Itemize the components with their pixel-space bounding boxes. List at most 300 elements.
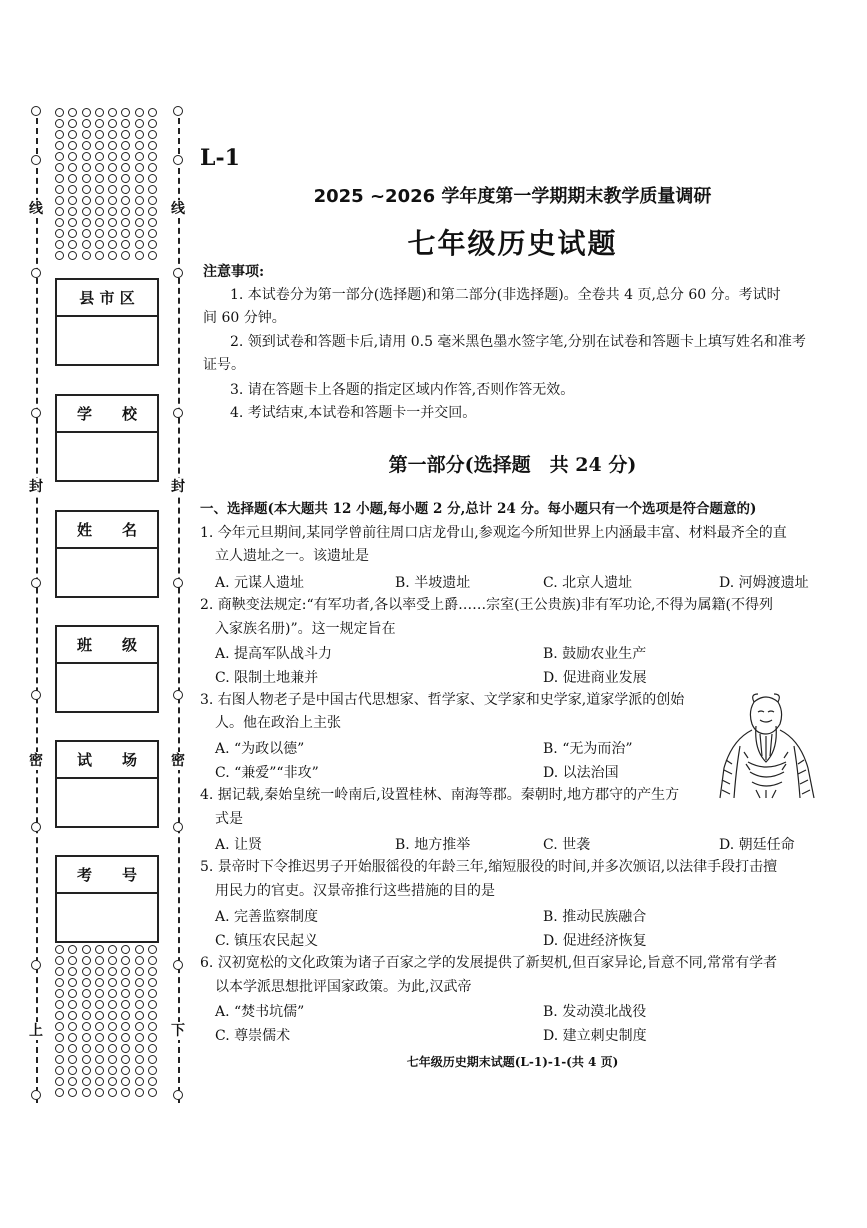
decorative-dot (82, 251, 91, 260)
decorative-dot (82, 989, 91, 998)
q6-option-c[interactable]: C. 尊崇儒术 (215, 1028, 291, 1044)
q2-option-d[interactable]: D. 促进商业发展 (543, 670, 647, 686)
decorative-dot (68, 108, 77, 117)
question-4-stem: 式是 (215, 811, 243, 827)
decorative-dot-pattern-bottom (55, 945, 159, 1097)
decorative-dot (55, 130, 64, 139)
decorative-dot (68, 1088, 77, 1097)
decorative-dot (55, 1033, 64, 1042)
decorative-dot (95, 251, 104, 260)
q2-option-c[interactable]: C. 限制土地兼并 (215, 670, 319, 686)
decorative-dot (108, 956, 117, 965)
field-school[interactable] (55, 394, 159, 482)
decorative-dot (135, 185, 144, 194)
section-title: 第一部分(选择题 共 24 分) (388, 454, 637, 476)
binding-hole (173, 268, 183, 278)
decorative-dot (121, 1055, 130, 1064)
subject-title: 七年级历史试题 (407, 227, 618, 260)
decorative-dot (95, 1077, 104, 1086)
decorative-dot (148, 967, 157, 976)
decorative-dot (82, 945, 91, 954)
decorative-dot (135, 945, 144, 954)
decorative-dot (148, 1000, 157, 1009)
decorative-dot (68, 229, 77, 238)
decorative-dot (82, 240, 91, 249)
decorative-dot (148, 130, 157, 139)
decorative-dot (82, 218, 91, 227)
decorative-dot (121, 978, 130, 987)
decorative-dot (108, 1055, 117, 1064)
decorative-dot (68, 1033, 77, 1042)
field-exam-number-label: 考 号 (57, 857, 157, 894)
decorative-dot (55, 218, 64, 227)
decorative-dot (135, 989, 144, 998)
decorative-dot (95, 108, 104, 117)
field-class[interactable] (55, 625, 159, 713)
decorative-dot (148, 185, 157, 194)
decorative-dot (82, 207, 91, 216)
laozi-portrait-image (710, 690, 822, 800)
decorative-dot (68, 1077, 77, 1086)
decorative-dot (108, 152, 117, 161)
decorative-dot (95, 1022, 104, 1031)
decorative-dot (82, 956, 91, 965)
decorative-dot (148, 1066, 157, 1075)
decorative-dot (148, 196, 157, 205)
decorative-dot (121, 174, 130, 183)
question-1-stem: 立人遗址之一。该遗址是 (215, 548, 369, 564)
decorative-dot (121, 229, 130, 238)
decorative-dot (55, 1011, 64, 1020)
decorative-dot (95, 196, 104, 205)
binding-hole (31, 155, 41, 165)
cut-mark-xian: 线 (29, 201, 43, 217)
decorative-dot (82, 1022, 91, 1031)
decorative-dot (108, 218, 117, 227)
q4-option-d[interactable]: D. 朝廷任命 (719, 837, 795, 853)
decorative-dot (55, 251, 64, 260)
decorative-dot (121, 141, 130, 150)
decorative-dot (121, 119, 130, 128)
decorative-dot (95, 978, 104, 987)
decorative-dot (95, 989, 104, 998)
decorative-dot (68, 130, 77, 139)
decorative-dot (82, 108, 91, 117)
decorative-dot (82, 185, 91, 194)
decorative-dot (121, 967, 130, 976)
decorative-dot (121, 956, 130, 965)
decorative-dot (108, 1066, 117, 1075)
decorative-dot (55, 108, 64, 117)
decorative-dot (95, 185, 104, 194)
decorative-dot (82, 130, 91, 139)
binding-hole (173, 578, 183, 588)
notice-item: 3. 请在答题卡上各题的指定区域内作答,否则作答无效。 (230, 382, 575, 398)
notice-item: 间 60 分钟。 (203, 310, 286, 326)
paper-code: L-1 (200, 145, 240, 171)
decorative-dot (135, 1011, 144, 1020)
decorative-dot (148, 251, 157, 260)
decorative-dot (68, 967, 77, 976)
decorative-dot (135, 1044, 144, 1053)
decorative-dot (68, 141, 77, 150)
decorative-dot (135, 119, 144, 128)
question-1-stem: 1. 今年元旦期间,某同学曾前往周口店龙骨山,参观迄今所知世界上内涵最丰富、材料最齐全的直 (200, 525, 787, 541)
decorative-dot (55, 1022, 64, 1031)
field-county[interactable] (55, 278, 159, 366)
decorative-dot (95, 1088, 104, 1097)
decorative-dot (121, 152, 130, 161)
page-footer: 七年级历史期末试题(L-1)-1-(共 4 页) (406, 1055, 619, 1069)
decorative-dot (95, 207, 104, 216)
binding-hole (173, 960, 183, 970)
question-5-stem: 用民力的官吏。汉景帝推行这些措施的目的是 (215, 883, 495, 899)
decorative-dot (108, 967, 117, 976)
field-county-label: 县 市 区 (57, 280, 157, 317)
decorative-dot (135, 1088, 144, 1097)
decorative-dot (68, 207, 77, 216)
q4-option-b[interactable]: B. 地方推举 (395, 837, 471, 853)
decorative-dot (108, 978, 117, 987)
decorative-dot (135, 141, 144, 150)
q6-option-a[interactable]: A. “焚书坑儒” (215, 1004, 305, 1020)
decorative-dot (148, 1055, 157, 1064)
field-exam-room-label: 试 场 (57, 742, 157, 779)
binding-hole (31, 578, 41, 588)
section-instruction: 一、选择题(本大题共 12 小题,每小题 2 分,总计 24 分。每小题只有一个选项是符合题意的) (200, 501, 757, 517)
decorative-dot (148, 1044, 157, 1053)
decorative-dot (95, 163, 104, 172)
decorative-dot (95, 1000, 104, 1009)
q4-option-c[interactable]: C. 世袭 (543, 837, 591, 853)
decorative-dot (68, 1044, 77, 1053)
q6-option-b[interactable]: B. 发动漠北战役 (543, 1004, 647, 1020)
decorative-dot (121, 163, 130, 172)
field-name-label: 姓 名 (57, 512, 157, 549)
decorative-dot (121, 1022, 130, 1031)
decorative-dot (55, 207, 64, 216)
decorative-dot (55, 1055, 64, 1064)
q1-option-a[interactable]: A. 元谋人遗址 (215, 575, 305, 591)
decorative-dot (108, 185, 117, 194)
decorative-dot (55, 978, 64, 987)
decorative-dot (108, 196, 117, 205)
cut-mark-xian: 线 (171, 201, 185, 217)
cut-line-outer (36, 108, 38, 1103)
decorative-dot (55, 141, 64, 150)
binding-hole (31, 268, 41, 278)
decorative-dot (148, 240, 157, 249)
decorative-dot (148, 1077, 157, 1086)
decorative-dot (121, 207, 130, 216)
decorative-dot (82, 978, 91, 987)
decorative-dot (68, 218, 77, 227)
decorative-dot (135, 1022, 144, 1031)
notice-item: 证号。 (203, 357, 245, 373)
decorative-dot (148, 174, 157, 183)
decorative-dot (55, 1000, 64, 1009)
q3-option-c[interactable]: C. “兼爱”“非攻” (215, 765, 319, 781)
decorative-dot (108, 1033, 117, 1042)
q1-option-b[interactable]: B. 半坡遗址 (395, 575, 471, 591)
decorative-dot (82, 141, 91, 150)
decorative-dot (108, 141, 117, 150)
question-3-stem: 人。他在政治上主张 (215, 715, 341, 731)
decorative-dot (121, 108, 130, 117)
decorative-dot (82, 229, 91, 238)
decorative-dot (135, 251, 144, 260)
decorative-dot (55, 196, 64, 205)
decorative-dot (121, 1011, 130, 1020)
decorative-dot (108, 108, 117, 117)
decorative-dot (95, 130, 104, 139)
decorative-dot (55, 163, 64, 172)
decorative-dot (148, 108, 157, 117)
decorative-dot (148, 978, 157, 987)
cut-mark-feng: 封 (171, 479, 185, 495)
decorative-dot (135, 218, 144, 227)
binding-margin (0, 0, 190, 1228)
decorative-dot (68, 1066, 77, 1075)
q4-option-a[interactable]: A. 让贤 (215, 837, 263, 853)
q2-option-b[interactable]: B. 鼓励农业生产 (543, 646, 647, 662)
decorative-dot (135, 108, 144, 117)
decorative-dot (121, 1088, 130, 1097)
decorative-dot (55, 119, 64, 128)
decorative-dot-pattern-top (55, 108, 159, 260)
notice-item: 4. 考试结束,本试卷和答题卡一并交回。 (230, 405, 477, 421)
decorative-dot (82, 152, 91, 161)
decorative-dot (108, 229, 117, 238)
cut-line-inner (178, 108, 180, 1103)
decorative-dot (108, 240, 117, 249)
decorative-dot (121, 185, 130, 194)
decorative-dot (82, 967, 91, 976)
field-exam-room[interactable] (55, 740, 159, 828)
decorative-dot (55, 240, 64, 249)
decorative-dot (55, 152, 64, 161)
q1-option-d[interactable]: D. 河姆渡遗址 (719, 575, 809, 591)
decorative-dot (108, 1011, 117, 1020)
decorative-dot (108, 945, 117, 954)
notice-heading: 注意事项: (203, 264, 265, 280)
question-6-stem: 以本学派思想批评国家政策。为此,汉武帝 (215, 979, 472, 995)
binding-hole (173, 822, 183, 832)
question-5-stem: 5. 景帝时下令推迟男子开始服徭役的年龄三年,缩短服役的时间,并多次颁诏,以法律手段打击擅 (200, 859, 778, 875)
decorative-dot (108, 207, 117, 216)
decorative-dot (148, 989, 157, 998)
decorative-dot (95, 1011, 104, 1020)
q3-option-d[interactable]: D. 以法治国 (543, 765, 619, 781)
decorative-dot (135, 967, 144, 976)
decorative-dot (68, 978, 77, 987)
decorative-dot (68, 174, 77, 183)
cut-mark-shang: 上 (29, 1023, 43, 1039)
decorative-dot (55, 1088, 64, 1097)
decorative-dot (148, 229, 157, 238)
binding-hole (31, 960, 41, 970)
decorative-dot (135, 207, 144, 216)
decorative-dot (108, 251, 117, 260)
decorative-dot (68, 989, 77, 998)
decorative-dot (82, 1088, 91, 1097)
decorative-dot (148, 152, 157, 161)
decorative-dot (135, 240, 144, 249)
decorative-dot (108, 119, 117, 128)
decorative-dot (148, 1033, 157, 1042)
decorative-dot (108, 130, 117, 139)
decorative-dot (95, 967, 104, 976)
decorative-dot (95, 1044, 104, 1053)
binding-hole (173, 155, 183, 165)
decorative-dot (135, 152, 144, 161)
decorative-dot (55, 956, 64, 965)
decorative-dot (148, 945, 157, 954)
decorative-dot (108, 1022, 117, 1031)
decorative-dot (68, 1022, 77, 1031)
field-exam-number[interactable] (55, 855, 159, 943)
decorative-dot (82, 1044, 91, 1053)
decorative-dot (82, 1055, 91, 1064)
binding-hole (31, 690, 41, 700)
binding-hole (31, 822, 41, 832)
decorative-dot (55, 174, 64, 183)
decorative-dot (82, 196, 91, 205)
question-3-stem: 3. 右图人物老子是中国古代思想家、哲学家、文学家和史学家,道家学派的创始 (200, 692, 685, 708)
decorative-dot (55, 945, 64, 954)
q5-option-d[interactable]: D. 促进经济恢复 (543, 933, 647, 949)
q5-option-a[interactable]: A. 完善监察制度 (215, 909, 319, 925)
decorative-dot (121, 218, 130, 227)
decorative-dot (148, 956, 157, 965)
decorative-dot (82, 1033, 91, 1042)
decorative-dot (95, 229, 104, 238)
decorative-dot (135, 1055, 144, 1064)
decorative-dot (121, 1033, 130, 1042)
cut-mark-mi: 密 (171, 753, 185, 769)
decorative-dot (68, 1011, 77, 1020)
decorative-dot (95, 1066, 104, 1075)
decorative-dot (82, 1066, 91, 1075)
binding-hole (173, 106, 183, 116)
decorative-dot (95, 152, 104, 161)
decorative-dot (108, 163, 117, 172)
decorative-dot (121, 240, 130, 249)
decorative-dot (68, 163, 77, 172)
q6-option-d[interactable]: D. 建立刺史制度 (543, 1028, 647, 1044)
decorative-dot (68, 152, 77, 161)
decorative-dot (108, 1077, 117, 1086)
decorative-dot (135, 956, 144, 965)
binding-hole (31, 1090, 41, 1100)
question-4-stem: 4. 据记载,秦始皇统一岭南后,设置桂林、南海等郡。秦朝时,地方郡守的产生方 (200, 787, 680, 803)
decorative-dot (95, 141, 104, 150)
exam-title: 2025 ~2026 学年度第一学期期末教学质量调研 (313, 186, 712, 207)
decorative-dot (82, 1011, 91, 1020)
cut-mark-feng: 封 (29, 479, 43, 495)
decorative-dot (68, 240, 77, 249)
decorative-dot (135, 229, 144, 238)
decorative-dot (55, 185, 64, 194)
decorative-dot (135, 130, 144, 139)
decorative-dot (148, 218, 157, 227)
decorative-dot (135, 163, 144, 172)
binding-hole (31, 106, 41, 116)
q1-option-c[interactable]: C. 北京人遗址 (543, 575, 633, 591)
decorative-dot (68, 185, 77, 194)
decorative-dot (55, 1044, 64, 1053)
decorative-dot (121, 945, 130, 954)
decorative-dot (55, 229, 64, 238)
decorative-dot (82, 163, 91, 172)
decorative-dot (82, 119, 91, 128)
cut-mark-xia: 下 (171, 1023, 185, 1039)
decorative-dot (55, 1066, 64, 1075)
decorative-dot (121, 1000, 130, 1009)
decorative-dot (121, 989, 130, 998)
decorative-dot (135, 196, 144, 205)
decorative-dot (95, 119, 104, 128)
decorative-dot (108, 989, 117, 998)
decorative-dot (121, 1077, 130, 1086)
decorative-dot (95, 174, 104, 183)
question-2-stem: 入家族名册)”。这一规定旨在 (215, 621, 396, 637)
decorative-dot (68, 945, 77, 954)
decorative-dot (68, 1000, 77, 1009)
question-2-stem: 2. 商鞅变法规定:“有军功者,各以率受上爵……宗室(王公贵族)非有军功论,不得为属籍(不得列 (200, 597, 773, 613)
decorative-dot (68, 956, 77, 965)
decorative-dot (82, 174, 91, 183)
decorative-dot (95, 218, 104, 227)
field-school-label: 学 校 (57, 396, 157, 433)
decorative-dot (108, 1088, 117, 1097)
decorative-dot (68, 1055, 77, 1064)
q3-option-a[interactable]: A. “为政以德” (215, 741, 305, 757)
q5-option-b[interactable]: B. 推动民族融合 (543, 909, 647, 925)
binding-hole (31, 408, 41, 418)
decorative-dot (135, 174, 144, 183)
decorative-dot (148, 1022, 157, 1031)
decorative-dot (95, 1055, 104, 1064)
notice-item: 2. 领到试卷和答题卡后,请用 0.5 毫米黑色墨水签字笔,分别在试卷和答题卡上填写姓名和准考 (230, 334, 806, 350)
q3-option-b[interactable]: B. “无为而治” (543, 741, 633, 757)
decorative-dot (82, 1000, 91, 1009)
decorative-dot (55, 967, 64, 976)
decorative-dot (95, 1033, 104, 1042)
decorative-dot (148, 163, 157, 172)
decorative-dot (68, 251, 77, 260)
decorative-dot (121, 1066, 130, 1075)
decorative-dot (95, 956, 104, 965)
decorative-dot (135, 1000, 144, 1009)
question-6-stem: 6. 汉初宽松的文化政策为诸子百家之学的发展提供了新契机,但百家异论,旨意不同,常常有学者 (200, 955, 778, 971)
decorative-dot (108, 1044, 117, 1053)
decorative-dot (121, 251, 130, 260)
decorative-dot (121, 130, 130, 139)
decorative-dot (82, 1077, 91, 1086)
q2-option-a[interactable]: A. 提高军队战斗力 (215, 646, 333, 662)
cut-mark-mi: 密 (29, 753, 43, 769)
q5-option-c[interactable]: C. 镇压农民起义 (215, 933, 319, 949)
decorative-dot (135, 978, 144, 987)
decorative-dot (55, 1077, 64, 1086)
decorative-dot (135, 1033, 144, 1042)
decorative-dot (68, 196, 77, 205)
decorative-dot (108, 1000, 117, 1009)
binding-hole (173, 690, 183, 700)
field-name[interactable] (55, 510, 159, 598)
decorative-dot (148, 1088, 157, 1097)
